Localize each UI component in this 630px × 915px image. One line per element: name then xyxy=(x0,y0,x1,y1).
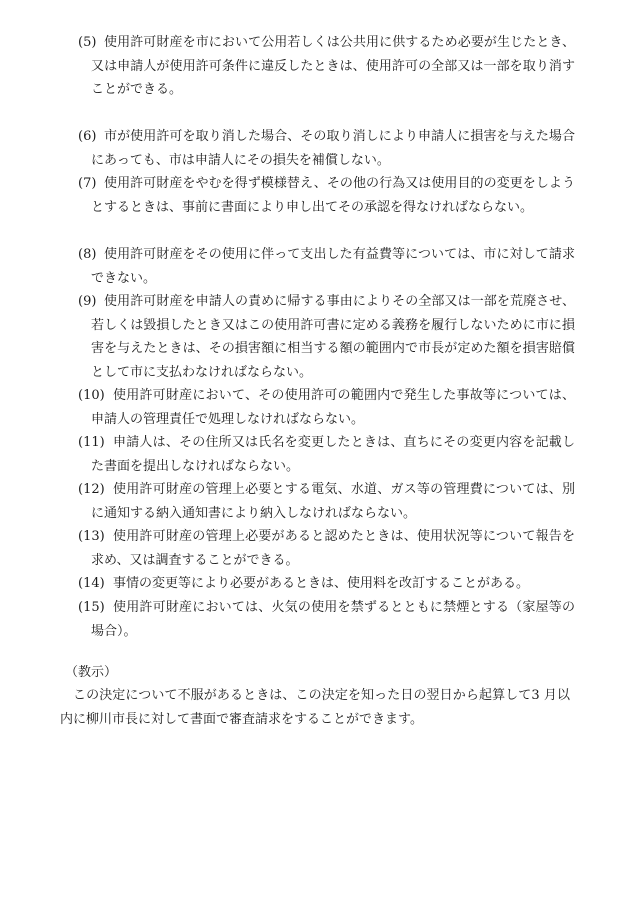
clause-number: (5) xyxy=(78,35,97,50)
clause-text: 申請人は、その住所又は氏名を変更したときは、直ちにその変更内容を記載した書面を提出しなければならない。 xyxy=(91,435,575,474)
clause-number: (7) xyxy=(78,176,97,191)
clause-text: 使用許可財産の管理上必要とする電気、水道、ガス等の管理費については、別に通知する納入通知書により納入しなければならない。 xyxy=(91,482,575,521)
clause-number: (8) xyxy=(78,247,97,262)
clause-text: 事情の変更等により必要があるときは、使用料を改訂することがある。 xyxy=(113,576,530,591)
clause-text: 使用許可財産を申請人の責めに帰する事由によりその全部又は一部を荒廃させ、若しくは毀損したとき又はこの使用許可書に定める義務を履行しないために市に損害を与えたときは、その損害額に相当する額の範囲内で市長が定めた額を損害賠償として市に支払わなければならない。 xyxy=(91,294,575,380)
clause-number: (6) xyxy=(78,129,97,144)
clause-number: (11) xyxy=(78,435,105,450)
clause-number: (9) xyxy=(78,294,97,309)
clause-number: (12) xyxy=(78,482,105,497)
clause-text: 使用許可財産において、その使用許可の範囲内で発生した事故等については、申請人の管理責任で処理しなければならない。 xyxy=(91,388,575,427)
instruction-title: （教示） xyxy=(65,665,118,680)
clause-number: (10) xyxy=(78,388,105,403)
clause-text: 使用許可財産の管理上必要があると認めたときは、使用状況等について報告を求め、又は調査することができる。 xyxy=(91,529,575,568)
clause-text: 使用許可財産をやむを得ず模様替え、その他の行為又は使用目的の変更をしようとするときは、事前に書面により申し出てその承認を得なければならない。 xyxy=(91,176,575,215)
clause-text: 使用許可財産においては、火気の使用を禁ずるとともに禁煙とする（家屋等の場合）。 xyxy=(91,600,575,639)
clause-text: 市が使用許可を取り消した場合、その取り消しにより申請人に損害を与えた場合にあっても、市は申請人にその損失を補償しない。 xyxy=(91,129,575,168)
clause-number: (13) xyxy=(78,529,105,544)
clause-text: 使用許可財産をその使用に伴って支出した有益費等については、市に対して請求できない。 xyxy=(91,247,575,286)
instruction-text: この決定について不服があるときは、この決定を知った日の翌日から起算して3 月以内に柳川市長に対して書面で審査請求をすることができます。 xyxy=(60,688,570,727)
clause-number: (15) xyxy=(78,600,105,615)
clause-number: (14) xyxy=(78,576,105,591)
clause-text: 使用許可財産を市において公用若しくは公共用に供するため必要が生じたとき、又は申請人が使用許可条件に違反したときは、使用許可の全部又は一部を取り消すことができる。 xyxy=(91,35,575,97)
